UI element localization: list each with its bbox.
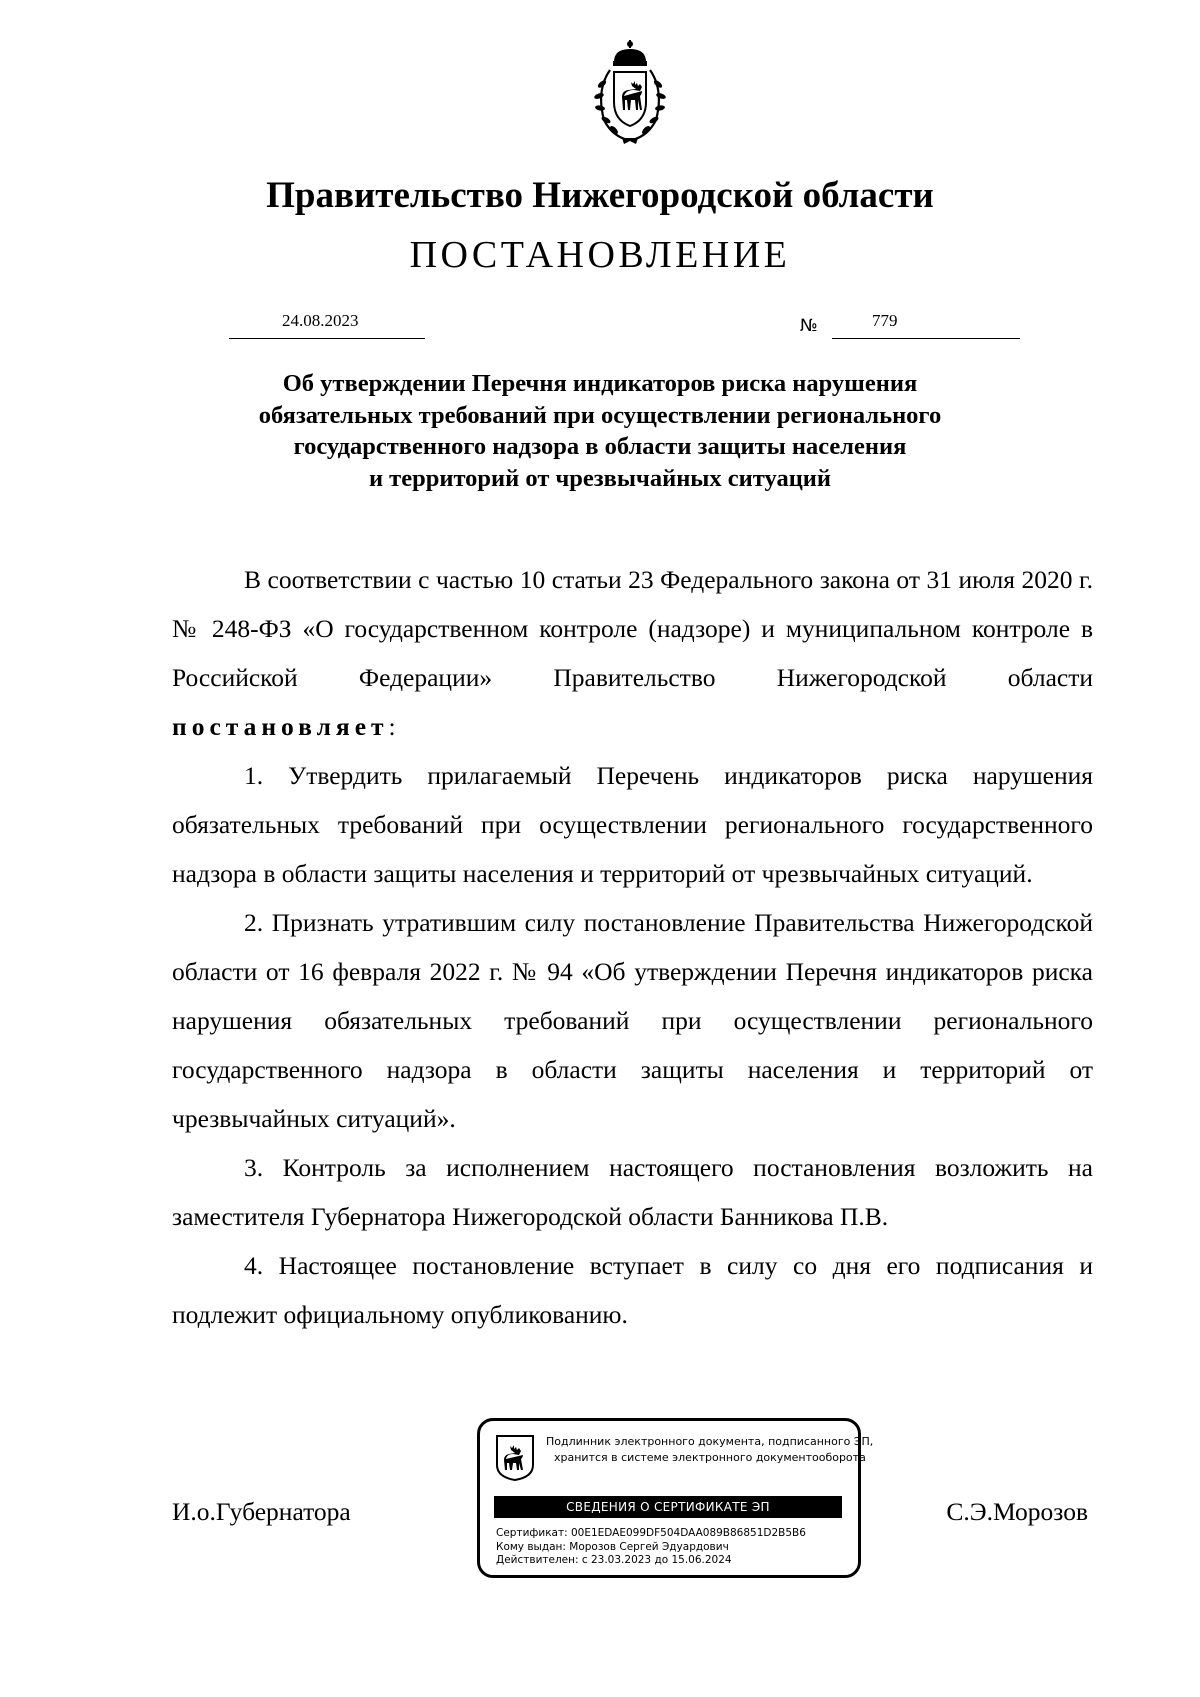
item-paragraph: 2. Признать утратившим силу постановление Правительства Нижегородской области от 16 февраля 2022 г. № 94 «Об утверждении Перечня индикаторов риска нарушения обязательных требований при осуществлении регионального государственного надзора в области защиты населения и территорий от чрезвычайных ситуаций». <box>172 908 1093 1133</box>
electronic-signature-stamp <box>477 1418 874 1578</box>
document-subject <box>150 368 1050 494</box>
item-paragraph: 4. Настоящее постановление вступает в силу со дня его подписания и подлежит официальному опубликованию. <box>172 1251 1093 1329</box>
decree-word: постановляет <box>172 712 389 741</box>
certificate-validity: Действителен: с 23.03.2023 до 15.06.2024 <box>496 1554 732 1566</box>
number-sign: № <box>800 316 818 336</box>
stamp-storage-note: хранится в системе электронного документооборота <box>554 1451 866 1464</box>
organization-title: Правительство Нижегородской области <box>266 175 934 216</box>
document-date: 24.08.2023 <box>282 311 359 330</box>
certificate-owner: Кому выдан: Морозов Сергей Эдуардович <box>496 1540 729 1553</box>
date-field <box>229 310 425 339</box>
preamble-paragraph <box>172 555 1093 751</box>
signatory-position: И.о.Губернатора <box>172 1497 351 1526</box>
certificate-details <box>496 1527 806 1568</box>
subject-line: Об утверждении Перечня индикаторов риска нарушения <box>282 370 918 397</box>
signatory-name: С.Э.Морозов <box>946 1497 1088 1526</box>
subject-line: и территорий от чрезвычайных ситуаций <box>368 464 832 492</box>
item-paragraph: 3. Контроль за исполнением настоящего постановления возложить на заместителя Губернатора Нижегородской области Банникова П.В. <box>172 1153 1093 1231</box>
decree-suffix: : <box>388 712 396 741</box>
certificate-serial: Сертификат: 00E1EDAE099DF504DAA089B86851D2B5B6 <box>496 1527 806 1539</box>
subject-line: государственного надзора в области защиты населения <box>293 433 907 460</box>
deer-emblem-icon <box>496 1435 534 1481</box>
stamp-original-note: Подлинник электронного документа, подписанного ЭП, <box>546 1435 874 1448</box>
document-number: 779 <box>872 311 898 330</box>
item-paragraph: 1. Утвердить прилагаемый Перечень индикаторов риска нарушения обязательных требований при осуществлении регионального государственного надзора в области защиты населения и территорий от чрезвычайных ситуаций. <box>172 761 1093 888</box>
preamble-text: В соответствии с частью 10 статьи 23 Федерального закона от 31 июля 2020 г. № 248-ФЗ «О государственном контроле (надзоре) и муниципальном контроле в Российской Федерации» Правительство Нижегородской области <box>172 565 1093 692</box>
subject-line: обязательных требований при осуществлении регионального <box>258 401 942 429</box>
document-type: ПОСТАНОВЛЕНИЕ <box>409 234 791 276</box>
coat-of-arms-icon <box>580 40 680 150</box>
certificate-info-header: СВЕДЕНИЯ О СЕРТИФИКАТЕ ЭП <box>494 1496 842 1518</box>
number-field <box>832 310 1020 339</box>
document-body <box>172 555 1093 1339</box>
